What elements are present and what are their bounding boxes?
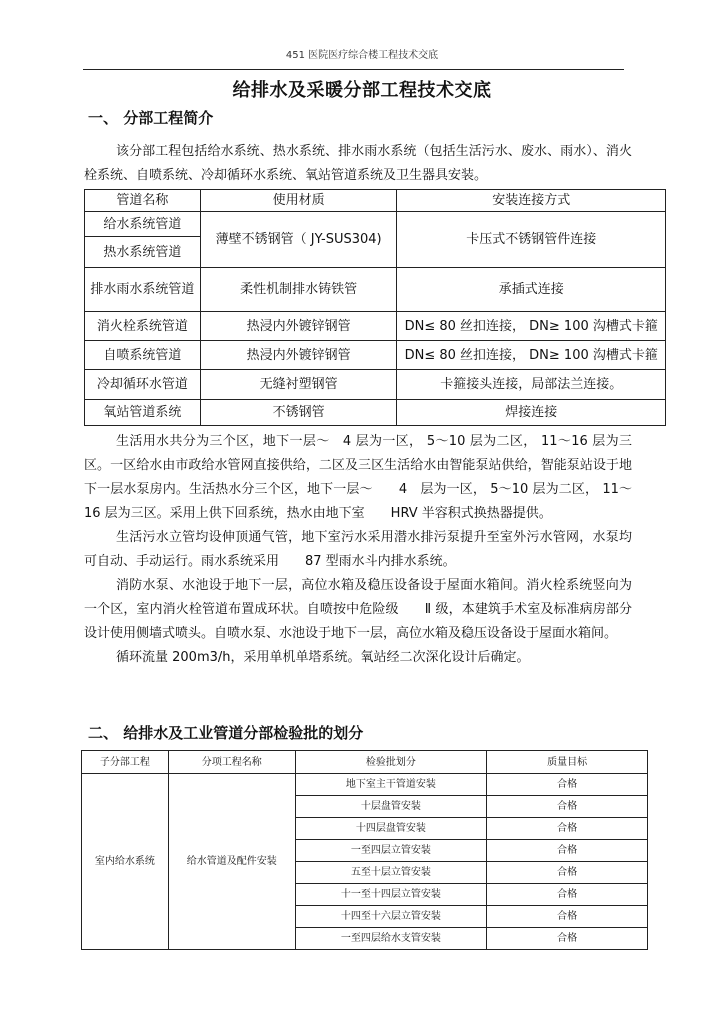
table-row bbox=[82, 774, 648, 796]
sub-division-cell: 室内给水系统 bbox=[82, 774, 169, 950]
batch-cell: 十四至十六层立管安装 bbox=[295, 906, 487, 928]
pipe-name-cell: 冷却循环水管道 bbox=[85, 370, 201, 400]
section1-intro bbox=[84, 140, 632, 188]
material-cell: 无缝衬塑钢管 bbox=[200, 370, 397, 400]
target-cell: 合格 bbox=[487, 884, 648, 906]
connection-cell: 卡压式不锈钢管件连接 bbox=[397, 212, 666, 268]
col-header-sub-division: 子分部工程 bbox=[82, 751, 169, 774]
target-cell: 合格 bbox=[487, 928, 648, 950]
batch-cell: 十四层盘管安装 bbox=[295, 818, 487, 840]
running-header: 451 医院医疗综合楼工程技术交底 bbox=[285, 50, 439, 61]
target-cell: 合格 bbox=[487, 774, 648, 796]
target-cell: 合格 bbox=[487, 862, 648, 884]
batch-cell: 一至四层立管安装 bbox=[295, 840, 487, 862]
batch-cell: 一至四层给水支管安装 bbox=[295, 928, 487, 950]
batch-cell: 十层盘管安装 bbox=[295, 796, 487, 818]
page-title: 给排水及采暖分部工程技术交底 bbox=[232, 80, 492, 101]
pipe-materials-table bbox=[84, 189, 666, 426]
col-header-connection: 安装连接方式 bbox=[397, 190, 666, 212]
section1-heading: 一、 分部工程简介 bbox=[88, 109, 214, 127]
pipe-name-cell: 氧站管道系统 bbox=[85, 400, 201, 426]
intro-paragraph: 该分部工程包括给水系统、热水系统、排水雨水系统（包括生活污水、废水、雨水）、消火栓系统、自喷系统、冷却循环水系统、氧站管道系统及卫生器具安装。 bbox=[84, 144, 632, 183]
table-row bbox=[85, 268, 666, 312]
col-header-quality-target: 质量目标 bbox=[487, 751, 648, 774]
body-paragraph: 生活污水立管均设伸顶通气管，地下室污水采用潜水排污泵提升至室外污水管网，水泵均可自动、手动运行。雨水系统采用 87 型雨水斗内排水系统。 bbox=[84, 530, 632, 569]
item-name-cell: 给水管道及配件安装 bbox=[168, 774, 295, 950]
connection-cell: 焊接连接 bbox=[397, 400, 666, 426]
pipe-name-cell: 给水系统管道 bbox=[85, 212, 201, 237]
connection-cell: 承插式连接 bbox=[397, 268, 666, 312]
batch-cell: 地下室主干管道安装 bbox=[295, 774, 487, 796]
connection-cell: DN≤ 80 丝扣连接， DN≥ 100 沟槽式卡箍 bbox=[397, 341, 666, 370]
col-header-pipe-name: 管道名称 bbox=[85, 190, 201, 212]
table-row bbox=[85, 312, 666, 341]
target-cell: 合格 bbox=[487, 906, 648, 928]
section2-heading: 二、 给排水及工业管道分部检验批的划分 bbox=[88, 724, 364, 742]
target-cell: 合格 bbox=[487, 796, 648, 818]
pipe-name-cell: 消火栓系统管道 bbox=[85, 312, 201, 341]
batch-cell: 十一至十四层立管安装 bbox=[295, 884, 487, 906]
col-header-batch: 检验批划分 bbox=[295, 751, 487, 774]
body-paragraph: 消防水泵、水池设于地下一层，高位水箱及稳压设备设于屋面水箱间。消火栓系统竖向为一个区，室内消火栓管道布置成环状。自喷按中危险级 Ⅱ 级，本建筑手术室及标准病房部分设计使用侧墙式喷头。自喷水泵、水池设于地下一层，高位水箱及稳压设备设于屋面水箱间。 bbox=[84, 578, 632, 641]
table-row bbox=[85, 370, 666, 400]
inspection-batch-table bbox=[81, 750, 648, 950]
table-row bbox=[85, 212, 666, 237]
col-header-material: 使用材质 bbox=[200, 190, 397, 212]
table-header-row bbox=[82, 751, 648, 774]
pipe-name-cell: 热水系统管道 bbox=[85, 237, 201, 268]
table-header-row bbox=[85, 190, 666, 212]
material-cell: 不锈钢管 bbox=[200, 400, 397, 426]
col-header-item-name: 分项工程名称 bbox=[168, 751, 295, 774]
table-row bbox=[85, 341, 666, 370]
batch-cell: 五至十层立管安装 bbox=[295, 862, 487, 884]
target-cell: 合格 bbox=[487, 818, 648, 840]
section1-body bbox=[84, 430, 632, 670]
pipe-name-cell: 排水雨水系统管道 bbox=[85, 268, 201, 312]
connection-cell: DN≤ 80 丝扣连接， DN≥ 100 沟槽式卡箍 bbox=[397, 312, 666, 341]
table-row bbox=[85, 400, 666, 426]
target-cell: 合格 bbox=[487, 840, 648, 862]
material-cell: 薄壁不锈钢管（ JY-SUS304) bbox=[200, 212, 397, 268]
pipe-name-cell: 自喷系统管道 bbox=[85, 341, 201, 370]
header-divider bbox=[83, 69, 624, 70]
body-paragraph: 生活用水共分为三个区，地下一层～ 4 层为一区， 5～10 层为二区， 11～16 层为三区。一区给水由市政给水管网直接供给，二区及三区生活给水由智能泵站供给，智能泵站设于地下一层水泵房内。生活热水分三个区，地下一层～ 4 层为一区， 5～10 层为二区， 11～16 层为三区。采用上供下回系统，热水由地下室 HRV 半容积式换热器提供。 bbox=[84, 434, 632, 521]
material-cell: 柔性机制排水铸铁管 bbox=[200, 268, 397, 312]
body-paragraph: 循环流量 200m3/h，采用单机单塔系统。氧站经二次深化设计后确定。 bbox=[116, 650, 530, 665]
material-cell: 热浸内外镀锌钢管 bbox=[200, 312, 397, 341]
connection-cell: 卡箍接头连接，局部法兰连接。 bbox=[397, 370, 666, 400]
material-cell: 热浸内外镀锌钢管 bbox=[200, 341, 397, 370]
